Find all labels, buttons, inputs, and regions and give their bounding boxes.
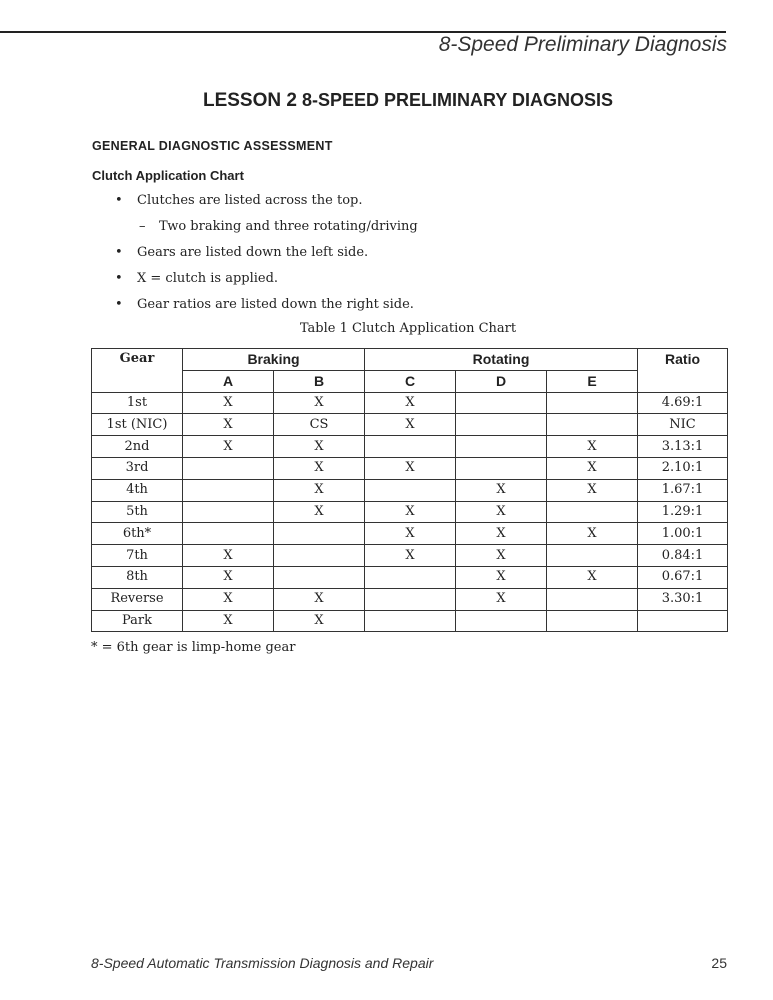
ratio-cell: 3.13:1	[638, 436, 728, 458]
clutch-c-cell: X	[365, 545, 456, 567]
clutch-d-cell: X	[456, 545, 547, 567]
running-head: 8-Speed Preliminary Diagnosis	[438, 33, 727, 56]
bullet-text: Gears are listed down the left side.	[137, 245, 369, 260]
gear-cell: Reverse	[92, 588, 183, 610]
clutch-b-cell: X	[274, 436, 365, 458]
clutch-c-cell	[365, 479, 456, 501]
clutch-b-cell: CS	[274, 414, 365, 436]
gear-cell: 5th	[92, 501, 183, 523]
clutch-a-cell: X	[183, 610, 274, 632]
lesson-label: LESSON 2	[202, 90, 297, 111]
clutch-d-cell	[456, 457, 547, 479]
table-body	[92, 392, 728, 632]
clutch-c-cell	[365, 436, 456, 458]
lesson-name: 8-SPEED PRELIMINARY DIAGNOSIS	[301, 90, 614, 110]
sub-bullet-item	[139, 219, 418, 234]
rotating-group-header: Rotating	[365, 349, 638, 371]
gear-cell: 2nd	[92, 436, 183, 458]
page-title	[0, 90, 773, 112]
bullet-text: Two braking and three rotating/driving	[159, 219, 418, 234]
clutch-e-cell: X	[547, 479, 638, 501]
ratio-cell: 1.29:1	[638, 501, 728, 523]
clutch-a-cell	[183, 523, 274, 545]
clutch-e-cell: X	[547, 523, 638, 545]
clutch-a-cell: X	[183, 545, 274, 567]
clutch-c-cell: X	[365, 523, 456, 545]
clutch-d-header: D	[456, 370, 547, 392]
clutch-c-cell: X	[365, 414, 456, 436]
clutch-c-cell	[365, 610, 456, 632]
clutch-application-table	[91, 348, 728, 632]
clutch-d-cell: X	[456, 588, 547, 610]
clutch-e-cell	[547, 414, 638, 436]
clutch-b-cell: X	[274, 588, 365, 610]
ratio-cell: 0.67:1	[638, 566, 728, 588]
table-row	[92, 545, 728, 567]
clutch-c-cell	[365, 588, 456, 610]
table-subheader-row	[92, 370, 728, 392]
clutch-b-cell	[274, 545, 365, 567]
clutch-c-cell	[365, 566, 456, 588]
clutch-a-cell	[183, 457, 274, 479]
table-row	[92, 523, 728, 545]
clutch-e-cell	[547, 545, 638, 567]
bullet-dot-icon: •	[115, 297, 123, 312]
ratio-cell: 1.00:1	[638, 523, 728, 545]
bullet-text: Clutches are listed across the top.	[137, 193, 363, 208]
gear-cell: 8th	[92, 566, 183, 588]
bullet-text: Gear ratios are listed down the right side.	[137, 297, 414, 312]
clutch-a-cell	[183, 501, 274, 523]
footer-book-title: 8-Speed Automatic Transmission Diagnosis and Repair	[91, 955, 434, 971]
clutch-c-cell: X	[365, 501, 456, 523]
clutch-e-cell	[547, 501, 638, 523]
clutch-a-cell: X	[183, 588, 274, 610]
clutch-a-header: A	[183, 370, 274, 392]
clutch-d-cell: X	[456, 523, 547, 545]
table-header-row	[92, 349, 728, 371]
clutch-d-cell: X	[456, 479, 547, 501]
bullet-dot-icon: •	[115, 193, 123, 208]
clutch-e-cell: X	[547, 457, 638, 479]
gear-cell: 1st	[92, 392, 183, 414]
table-row	[92, 457, 728, 479]
ratio-cell	[638, 610, 728, 632]
clutch-a-cell: X	[183, 436, 274, 458]
clutch-b-cell: X	[274, 457, 365, 479]
clutch-e-cell	[547, 610, 638, 632]
clutch-b-cell	[274, 523, 365, 545]
clutch-d-cell	[456, 392, 547, 414]
clutch-b-cell: X	[274, 610, 365, 632]
clutch-e-cell: X	[547, 436, 638, 458]
clutch-a-cell: X	[183, 392, 274, 414]
ratio-cell: 4.69:1	[638, 392, 728, 414]
clutch-b-cell: X	[274, 501, 365, 523]
clutch-e-cell	[547, 392, 638, 414]
clutch-d-cell: X	[456, 501, 547, 523]
gear-cell: 6th*	[92, 523, 183, 545]
clutch-a-cell: X	[183, 566, 274, 588]
gear-column-header: Gear	[92, 349, 183, 393]
ratio-cell: 3.30:1	[638, 588, 728, 610]
clutch-e-header: E	[547, 370, 638, 392]
table-row	[92, 479, 728, 501]
page-number: 25	[711, 955, 727, 971]
gear-cell: 1st (NIC)	[92, 414, 183, 436]
braking-group-header: Braking	[183, 349, 365, 371]
ratio-cell: 2.10:1	[638, 457, 728, 479]
clutch-c-cell: X	[365, 392, 456, 414]
ratio-cell: 0.84:1	[638, 545, 728, 567]
clutch-a-cell	[183, 479, 274, 501]
gear-cell: 3rd	[92, 457, 183, 479]
bullet-item	[115, 245, 369, 260]
table-caption: Table 1 Clutch Application Chart	[299, 321, 517, 336]
table-row	[92, 414, 728, 436]
bullet-text: X = clutch is applied.	[137, 271, 279, 286]
table-footnote: * = 6th gear is limp-home gear	[91, 640, 296, 655]
sub-heading: Clutch Application Chart	[92, 168, 244, 183]
table-row	[92, 392, 728, 414]
bullet-item	[115, 271, 279, 286]
clutch-c-cell: X	[365, 457, 456, 479]
clutch-a-cell: X	[183, 414, 274, 436]
clutch-b-cell: X	[274, 479, 365, 501]
section-heading: GENERAL DIAGNOSTIC ASSESSMENT	[92, 139, 333, 153]
table-row	[92, 436, 728, 458]
bullet-dot-icon: •	[115, 271, 123, 286]
ratio-cell: NIC	[638, 414, 728, 436]
clutch-b-header: B	[274, 370, 365, 392]
bullet-dot-icon: •	[115, 245, 123, 260]
bullet-item	[115, 297, 414, 312]
clutch-d-cell	[456, 436, 547, 458]
ratio-column-header: Ratio	[638, 349, 728, 393]
clutch-b-cell	[274, 566, 365, 588]
dash-icon: –	[139, 219, 146, 234]
table-row	[92, 610, 728, 632]
ratio-cell: 1.67:1	[638, 479, 728, 501]
clutch-d-cell	[456, 414, 547, 436]
table-row	[92, 501, 728, 523]
clutch-d-cell	[456, 610, 547, 632]
gear-cell: 7th	[92, 545, 183, 567]
gear-cell: Park	[92, 610, 183, 632]
clutch-b-cell: X	[274, 392, 365, 414]
table-row	[92, 588, 728, 610]
clutch-d-cell: X	[456, 566, 547, 588]
clutch-c-header: C	[365, 370, 456, 392]
bullet-item	[115, 193, 363, 208]
clutch-e-cell	[547, 588, 638, 610]
clutch-e-cell: X	[547, 566, 638, 588]
table-row	[92, 566, 728, 588]
gear-cell: 4th	[92, 479, 183, 501]
